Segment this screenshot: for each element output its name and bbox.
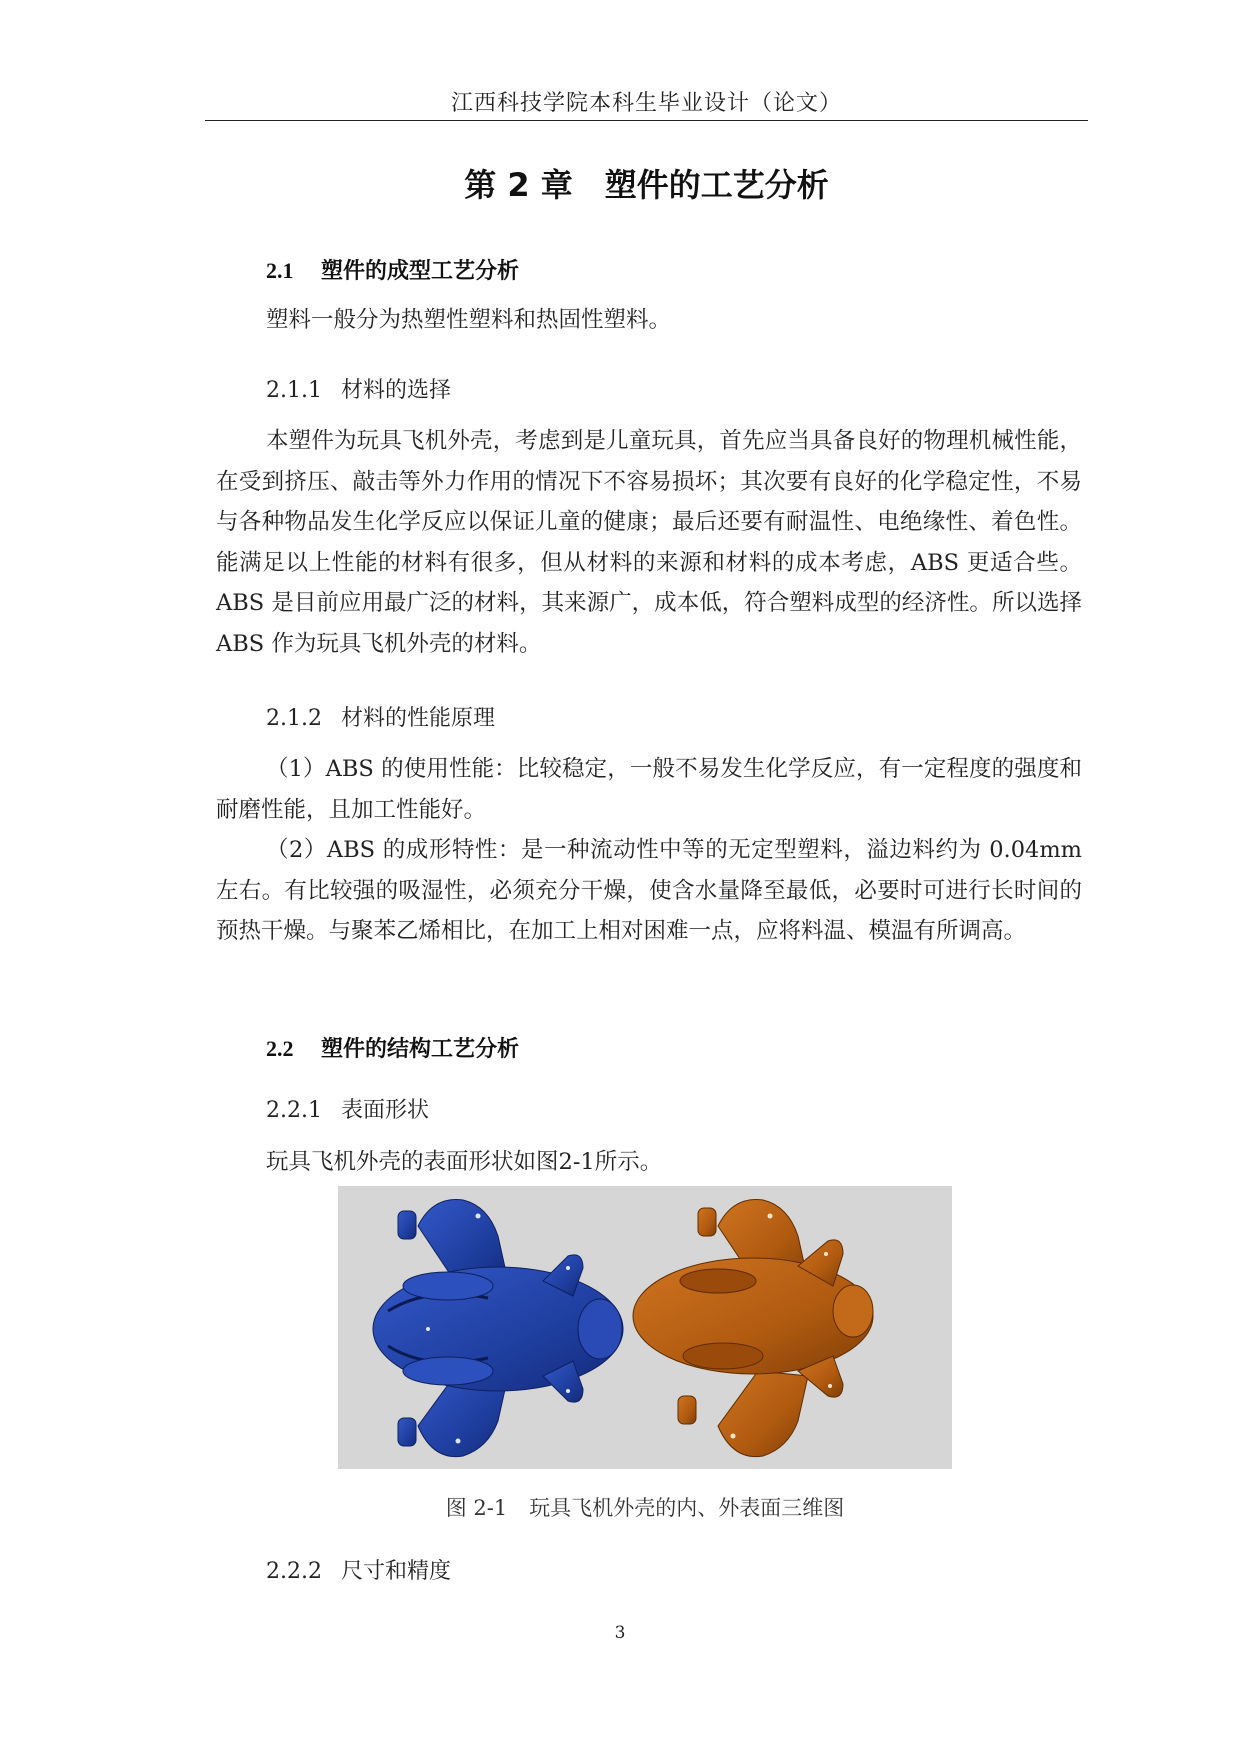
chapter-title: 第 2 章 塑件的工艺分析 <box>464 166 829 204</box>
subsection-heading-2-1-1 <box>266 373 451 404</box>
section-number: 2.2 <box>266 1036 294 1061</box>
subsection-title: 材料的性能原理 <box>341 706 496 731</box>
section-heading-2-1 <box>266 254 519 285</box>
subsection-heading-2-1-2 <box>266 701 495 732</box>
figure-2-1 <box>338 1186 952 1469</box>
subsection-heading-2-2-2 <box>266 1554 451 1585</box>
paragraph-2-1-intro: 塑料一般分为热塑性塑料和热固性塑料。 <box>266 307 672 333</box>
figure-number: 图 2-1 <box>445 1496 508 1520</box>
paragraph-2-1-2-item-2: （2）ABS 的成形特性：是一种流动性中等的无定型塑料，溢边料约为 0.04mm 左右。有比较强的吸湿性，必须充分干燥，使含水量降至最低，必要时可进行长时间的预热干燥。与聚苯乙烯相比，在加工上相对困难一点，应将料温、模温有所调高。 <box>216 837 1082 944</box>
section-title: 塑件的结构工艺分析 <box>321 1037 520 1062</box>
paragraph-2-1-2-item-1: （1）ABS 的使用性能：比较稳定，一般不易发生化学反应，有一定程度的强度和耐磨性能，且加工性能好。 <box>216 756 1082 823</box>
subsection-title: 表面形状 <box>341 1098 430 1123</box>
subsection-number: 2.1.1 <box>266 378 322 403</box>
subsection-title: 材料的选择 <box>341 378 452 403</box>
section-number: 2.1 <box>266 258 294 283</box>
inner-surface-model <box>373 1200 623 1457</box>
paragraph-2-1-1: 本塑件为玩具飞机外壳，考虑到是儿童玩具，首先应当具备良好的物理机械性能，在受到挤压、敲击等外力作用的情况下不容易损坏；其次要有良好的化学稳定性，不易与各种物品发生化学反应以保证儿童的健康；最后还要有耐温性、电绝缘性、着色性。能满足以上性能的材料有很多，但从材料的来源和材料的成本考虑，ABS 更适合些。ABS 是目前应用最广泛的材料，其来源广，成本低，符合塑料成型的经济性。所以选择 ABS 作为玩具飞机外壳的材料。 <box>216 428 1082 657</box>
header-rule <box>205 120 1088 121</box>
page-number: 3 <box>614 1623 626 1643</box>
subsection-number: 2.2.1 <box>266 1098 322 1123</box>
figure-caption <box>338 1492 952 1522</box>
running-header: 江西科技学院本科生毕业设计（论文） <box>450 91 842 116</box>
outer-surface-model <box>633 1200 873 1457</box>
subsection-number: 2.1.2 <box>266 706 322 731</box>
figure-2-1-render <box>338 1186 952 1469</box>
section-heading-2-2 <box>266 1032 519 1063</box>
section-title: 塑件的成型工艺分析 <box>321 259 520 284</box>
subsection-heading-2-2-1 <box>266 1093 429 1124</box>
paragraph-2-2-1: 玩具飞机外壳的表面形状如图2-1所示。 <box>266 1149 663 1175</box>
subsection-number: 2.2.2 <box>266 1559 322 1584</box>
figure-caption-text: 玩具飞机外壳的内、外表面三维图 <box>529 1496 845 1520</box>
subsection-title: 尺寸和精度 <box>341 1559 452 1584</box>
